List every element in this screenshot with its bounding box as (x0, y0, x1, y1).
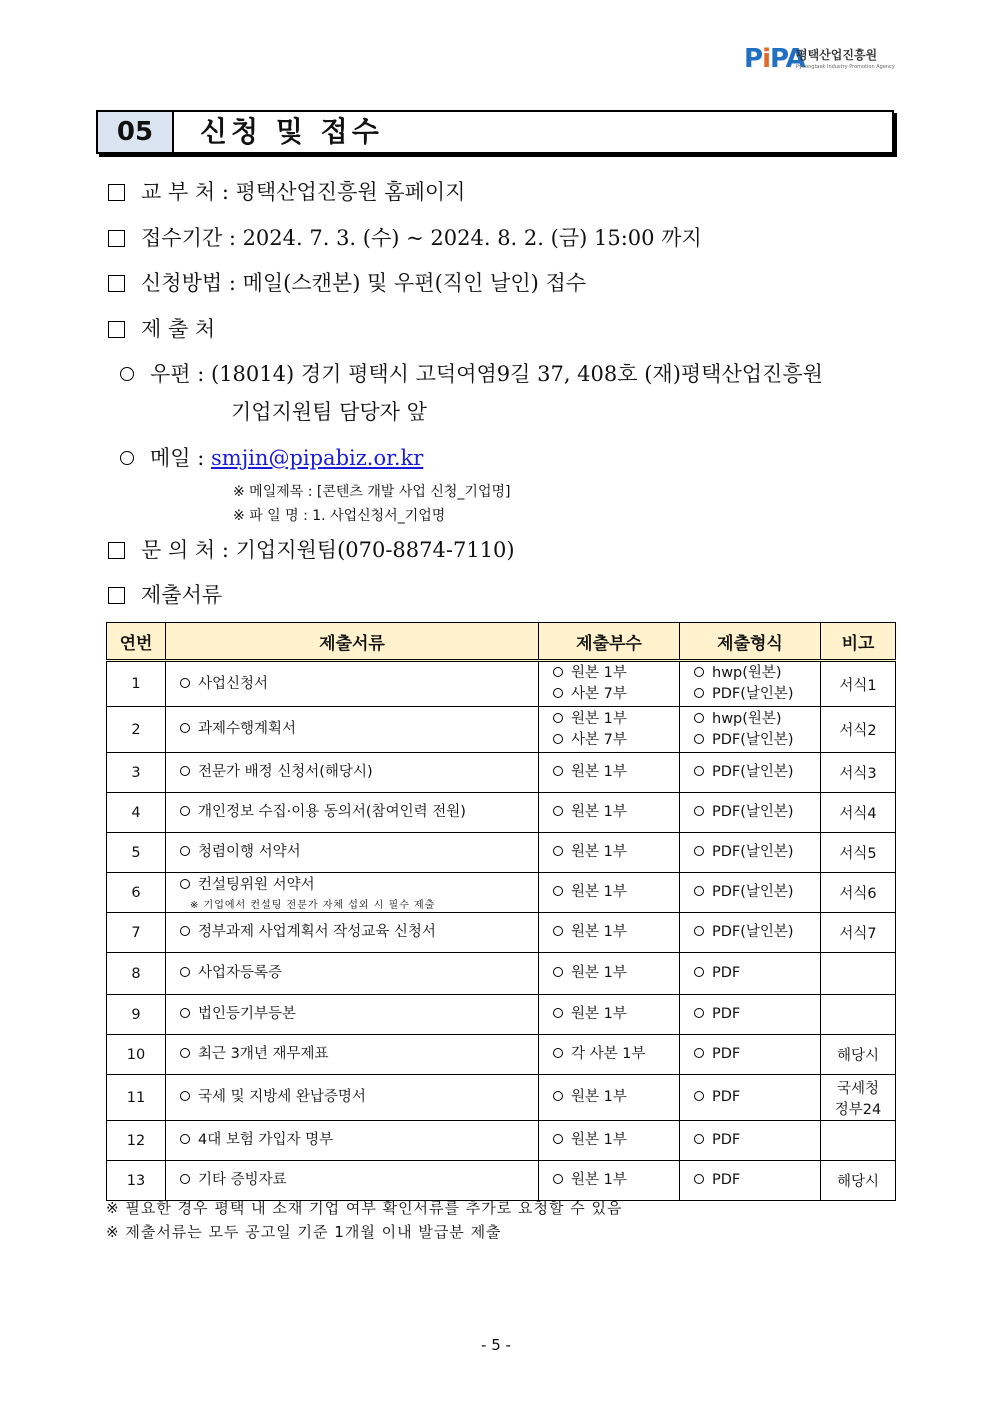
circle-bullet-icon (694, 1008, 704, 1018)
copies-line (553, 762, 678, 783)
doc-name-text: 과제수행계획서 (198, 721, 297, 737)
copies (539, 833, 680, 873)
format-text: hwp(원본) (712, 665, 782, 681)
row-number: 5 (107, 833, 166, 873)
copies (539, 995, 680, 1035)
format-text: PDF(날인본) (712, 804, 794, 820)
doc-name-line (180, 963, 537, 984)
doc-name-text: 사업신청서 (198, 675, 269, 692)
copies-text: 원본 1부 (571, 804, 627, 820)
copies-text: 원본 1부 (571, 1006, 627, 1022)
circle-bullet-icon (694, 1048, 704, 1058)
format-line (694, 1004, 819, 1025)
circle-bullet-icon (694, 1134, 704, 1144)
format-text: PDF(날인본) (712, 844, 794, 860)
format (680, 707, 821, 753)
doc-name-line (180, 762, 537, 783)
logo-mark-p: P (744, 44, 763, 74)
remark: 서식7 (821, 913, 896, 953)
copies-text: 사본 7부 (571, 686, 627, 702)
table-row (107, 1075, 896, 1121)
row-number: 11 (107, 1075, 166, 1121)
checkbox-square-icon (108, 184, 125, 201)
format (680, 913, 821, 953)
item-submit-text: 제 출 처 (141, 317, 216, 341)
post-address (120, 358, 823, 388)
format-text: PDF (712, 1172, 741, 1188)
circle-bullet-icon (553, 886, 563, 896)
item-contact-text: 문 의 처 : 기업지원팀(070-8874-7110) (141, 538, 515, 562)
footnote-1: ※ 필요한 경우 평택 내 소재 기업 여부 확인서류를 추가로 요청할 수 있음 (106, 1199, 623, 1217)
doc-name-text: 최근 3개년 재무제표 (198, 1046, 329, 1062)
doc-name-text: 국세 및 지방세 완납증명서 (198, 1089, 366, 1105)
doc-name (166, 661, 539, 707)
format (680, 953, 821, 995)
remark: 서식1 (821, 661, 896, 707)
copies-text: 원본 1부 (571, 1089, 627, 1105)
format-text: PDF (712, 1089, 741, 1105)
header-note: 비고 (821, 623, 896, 661)
circle-bullet-icon (553, 967, 563, 977)
format (680, 1075, 821, 1121)
circle-bullet-icon (694, 926, 704, 936)
format-text: PDF(날인본) (712, 731, 794, 748)
copies (539, 753, 680, 793)
row-number: 13 (107, 1161, 166, 1201)
copies-text: 사본 7부 (571, 731, 627, 748)
circle-bullet-icon (553, 1174, 563, 1184)
copies-line (553, 1087, 678, 1108)
doc-name-line (180, 875, 537, 896)
doc-name-text: 컨설팅위원 서약서 (198, 876, 315, 893)
checkbox-square-icon (108, 542, 125, 559)
format-text: PDF (712, 1132, 741, 1148)
circle-bullet-icon (553, 688, 563, 698)
circle-bullet-icon (180, 967, 190, 977)
copies-text: 원본 1부 (571, 965, 627, 981)
checkbox-square-icon (108, 230, 125, 247)
row-number: 10 (107, 1035, 166, 1075)
copies (539, 913, 680, 953)
doc-name-text: 기타 증빙자료 (198, 1172, 287, 1188)
circle-bullet-icon (180, 723, 190, 733)
doc-name-text: 법인등기부등본 (198, 1006, 297, 1022)
format-line (694, 922, 819, 943)
format-line (694, 963, 819, 984)
format (680, 1121, 821, 1161)
table-row (107, 1121, 896, 1161)
format (680, 1035, 821, 1075)
checkbox-square-icon (108, 275, 125, 292)
doc-name (166, 1161, 539, 1201)
doc-name-line (180, 719, 537, 740)
circle-bullet-icon (553, 846, 563, 856)
section-title: 신청 및 접수 (200, 115, 383, 148)
format (680, 873, 821, 913)
documents-table (106, 622, 896, 1201)
copies (539, 707, 680, 753)
doc-name (166, 953, 539, 995)
format (680, 661, 821, 707)
post-address-line1: 우편 : (18014) 경기 평택시 고덕여염9길 37, 408호 (재)평택산업진흥원 (150, 362, 823, 386)
circle-bullet-icon (180, 926, 190, 936)
doc-name-line (180, 1004, 537, 1025)
circle-bullet-icon (694, 1091, 704, 1101)
table-row (107, 793, 896, 833)
copies-line (553, 663, 678, 684)
doc-name-line (180, 922, 537, 943)
table-row (107, 953, 896, 995)
table-row (107, 913, 896, 953)
circle-bullet-icon (694, 713, 704, 723)
format-text: PDF(날인본) (712, 884, 794, 900)
copies-text: 원본 1부 (571, 884, 627, 900)
remark (821, 995, 896, 1035)
format (680, 1161, 821, 1201)
circle-bullet-icon (694, 688, 704, 698)
doc-name-line (180, 802, 537, 823)
copies-text: 원본 1부 (571, 764, 627, 780)
circle-bullet-icon (180, 879, 190, 889)
copies-line (553, 1044, 678, 1065)
remark: 국세청 정부24 (821, 1075, 896, 1121)
table-row (107, 707, 896, 753)
table-row (107, 833, 896, 873)
agency-logo (744, 44, 904, 78)
doc-name-text: 정부과제 사업계획서 작성교육 신청서 (198, 924, 436, 940)
circle-bullet-icon (180, 1048, 190, 1058)
format (680, 793, 821, 833)
mail-link[interactable]: smjin@pipabiz.or.kr (211, 446, 424, 470)
table-row (107, 873, 896, 913)
circle-bullet-icon (120, 451, 134, 465)
remark: 서식5 (821, 833, 896, 873)
logo-name: 평택산업진흥원 (796, 48, 878, 62)
item-period-text: 접수기간 : 2024. 7. 3. (수) ~ 2024. 8. 2. (금) 15:00 까지 (141, 226, 702, 250)
copies-text: 원본 1부 (571, 844, 627, 860)
section-number: 05 (98, 112, 174, 152)
format-text: PDF(날인본) (712, 764, 794, 780)
circle-bullet-icon (553, 1048, 563, 1058)
doc-name (166, 1075, 539, 1121)
item-issue (108, 176, 465, 206)
doc-note: ※ 기업에서 컨설팅 전문가 자체 섭외 시 필수 제출 (190, 899, 436, 911)
circle-bullet-icon (180, 678, 190, 688)
copies-line (553, 730, 678, 751)
row-number: 3 (107, 753, 166, 793)
item-docs-text: 제출서류 (141, 583, 223, 607)
copies-line (553, 842, 678, 863)
format-line (694, 1130, 819, 1151)
header-no: 연번 (107, 623, 166, 661)
row-number: 7 (107, 913, 166, 953)
copies-text: 각 사본 1부 (571, 1046, 646, 1062)
format-text: PDF (712, 1006, 741, 1022)
circle-bullet-icon (180, 1174, 190, 1184)
doc-name-text: 청렴이행 서약서 (198, 844, 301, 860)
mail-label: 메일 : (150, 446, 211, 470)
format (680, 995, 821, 1035)
circle-bullet-icon (553, 667, 563, 677)
copies-text: 원본 1부 (571, 1132, 627, 1148)
copies (539, 1161, 680, 1201)
mail-note-filename: ※ 파 일 명 : 1. 사업신청서_기업명 (233, 508, 446, 524)
doc-name (166, 753, 539, 793)
format-line (694, 762, 819, 783)
circle-bullet-icon (120, 367, 134, 381)
copies (539, 1035, 680, 1075)
row-number: 1 (107, 661, 166, 707)
mail-note-subject: ※ 메일제목 : [콘텐츠 개발 사업 신청_기업명] (233, 484, 511, 500)
doc-name (166, 707, 539, 753)
format-text: PDF (712, 1046, 741, 1062)
copies (539, 1121, 680, 1161)
doc-name-text: 개인정보 수집·이용 동의서(참여인력 전원) (198, 804, 466, 820)
circle-bullet-icon (180, 1134, 190, 1144)
checkbox-square-icon (108, 587, 125, 604)
item-contact (108, 534, 515, 564)
remark: 서식6 (821, 873, 896, 913)
circle-bullet-icon (694, 734, 704, 744)
copies-line (553, 882, 678, 903)
copies (539, 1075, 680, 1121)
doc-name (166, 833, 539, 873)
circle-bullet-icon (694, 1174, 704, 1184)
doc-name-line (180, 1087, 537, 1108)
circle-bullet-icon (553, 1134, 563, 1144)
remark (821, 1121, 896, 1161)
item-submit (108, 313, 215, 343)
copies-line (553, 963, 678, 984)
mail-row (120, 442, 423, 472)
format-line (694, 1170, 819, 1191)
doc-name-line (180, 1130, 537, 1151)
remark (821, 953, 896, 995)
circle-bullet-icon (180, 766, 190, 776)
doc-name (166, 913, 539, 953)
remark: 해당시 (821, 1035, 896, 1075)
circle-bullet-icon (694, 967, 704, 977)
item-period (108, 222, 702, 252)
header-copies: 제출부수 (539, 623, 680, 661)
table-row (107, 661, 896, 707)
format-line (694, 709, 819, 730)
copies (539, 661, 680, 707)
page-number: - 5 - (481, 1336, 511, 1354)
copies-line (553, 922, 678, 943)
post-address-line2: 기업지원팀 담당자 앞 (231, 400, 427, 424)
doc-name-line (180, 1044, 537, 1065)
format-line (694, 730, 819, 751)
footnote-2: ※ 제출서류는 모두 공고일 기준 1개월 이내 발급분 제출 (106, 1223, 502, 1241)
format-text: PDF(날인본) (712, 686, 794, 702)
table-row (107, 995, 896, 1035)
doc-name-text: 4대 보험 가입자 명부 (198, 1132, 334, 1148)
circle-bullet-icon (694, 846, 704, 856)
format-line (694, 684, 819, 705)
doc-name-line (180, 1170, 537, 1191)
circle-bullet-icon (694, 806, 704, 816)
copies-text: 원본 1부 (571, 710, 627, 727)
copies-text: 원본 1부 (571, 924, 627, 940)
table-row (107, 1161, 896, 1201)
copies-line (553, 1004, 678, 1025)
copies-line (553, 709, 678, 730)
format-line (694, 663, 819, 684)
format (680, 833, 821, 873)
copies-line (553, 684, 678, 705)
row-number: 4 (107, 793, 166, 833)
copies-line (553, 1130, 678, 1151)
circle-bullet-icon (553, 806, 563, 816)
row-number: 8 (107, 953, 166, 995)
format-text: PDF(날인본) (712, 924, 794, 940)
remark: 서식2 (821, 707, 896, 753)
circle-bullet-icon (553, 734, 563, 744)
remark: 서식3 (821, 753, 896, 793)
copies (539, 873, 680, 913)
table-row (107, 1035, 896, 1075)
remark: 해당시 (821, 1161, 896, 1201)
format (680, 753, 821, 793)
circle-bullet-icon (553, 926, 563, 936)
copies (539, 793, 680, 833)
header-format: 제출형식 (680, 623, 821, 661)
format-text: hwp(원본) (712, 710, 782, 727)
header-doc: 제출서류 (166, 623, 539, 661)
table-header-row (107, 623, 896, 661)
row-number: 12 (107, 1121, 166, 1161)
copies-line (553, 1170, 678, 1191)
circle-bullet-icon (553, 713, 563, 723)
section-header (96, 110, 894, 154)
doc-name-line (180, 674, 537, 695)
doc-name (166, 995, 539, 1035)
circle-bullet-icon (694, 766, 704, 776)
doc-name-text: 전문가 배정 신청서(해당시) (198, 764, 373, 780)
copies (539, 953, 680, 995)
circle-bullet-icon (553, 1008, 563, 1018)
logo-mark-pa: PA (769, 44, 805, 74)
circle-bullet-icon (180, 846, 190, 856)
copies-text: 원본 1부 (571, 1172, 627, 1188)
format-text: PDF (712, 965, 741, 981)
row-number: 9 (107, 995, 166, 1035)
circle-bullet-icon (694, 667, 704, 677)
format-line (694, 882, 819, 903)
format-line (694, 1044, 819, 1065)
copies-line (553, 802, 678, 823)
circle-bullet-icon (553, 766, 563, 776)
item-method-text: 신청방법 : 메일(스캔본) 및 우편(직인 날인) 접수 (141, 271, 587, 295)
table-row (107, 753, 896, 793)
doc-name-line (180, 842, 537, 863)
row-number: 6 (107, 873, 166, 913)
item-method (108, 267, 586, 297)
format-line (694, 802, 819, 823)
doc-name-text: 사업자등록증 (198, 965, 283, 981)
circle-bullet-icon (180, 1008, 190, 1018)
doc-name (166, 1035, 539, 1075)
format-line (694, 842, 819, 863)
remark: 서식4 (821, 793, 896, 833)
checkbox-square-icon (108, 321, 125, 338)
circle-bullet-icon (180, 806, 190, 816)
item-issue-text: 교 부 처 : 평택산업진흥원 홈페이지 (141, 180, 466, 204)
copies-text: 원본 1부 (571, 665, 627, 681)
logo-subtitle: Pyeongtaek Industry Promotion Agency (796, 64, 895, 70)
item-docs (108, 579, 222, 609)
circle-bullet-icon (180, 1091, 190, 1101)
format-line (694, 1087, 819, 1108)
doc-name (166, 1121, 539, 1161)
circle-bullet-icon (553, 1091, 563, 1101)
doc-name (166, 873, 539, 913)
circle-bullet-icon (694, 886, 704, 896)
logo-mark-i: i (762, 44, 770, 74)
row-number: 2 (107, 707, 166, 753)
doc-name (166, 793, 539, 833)
